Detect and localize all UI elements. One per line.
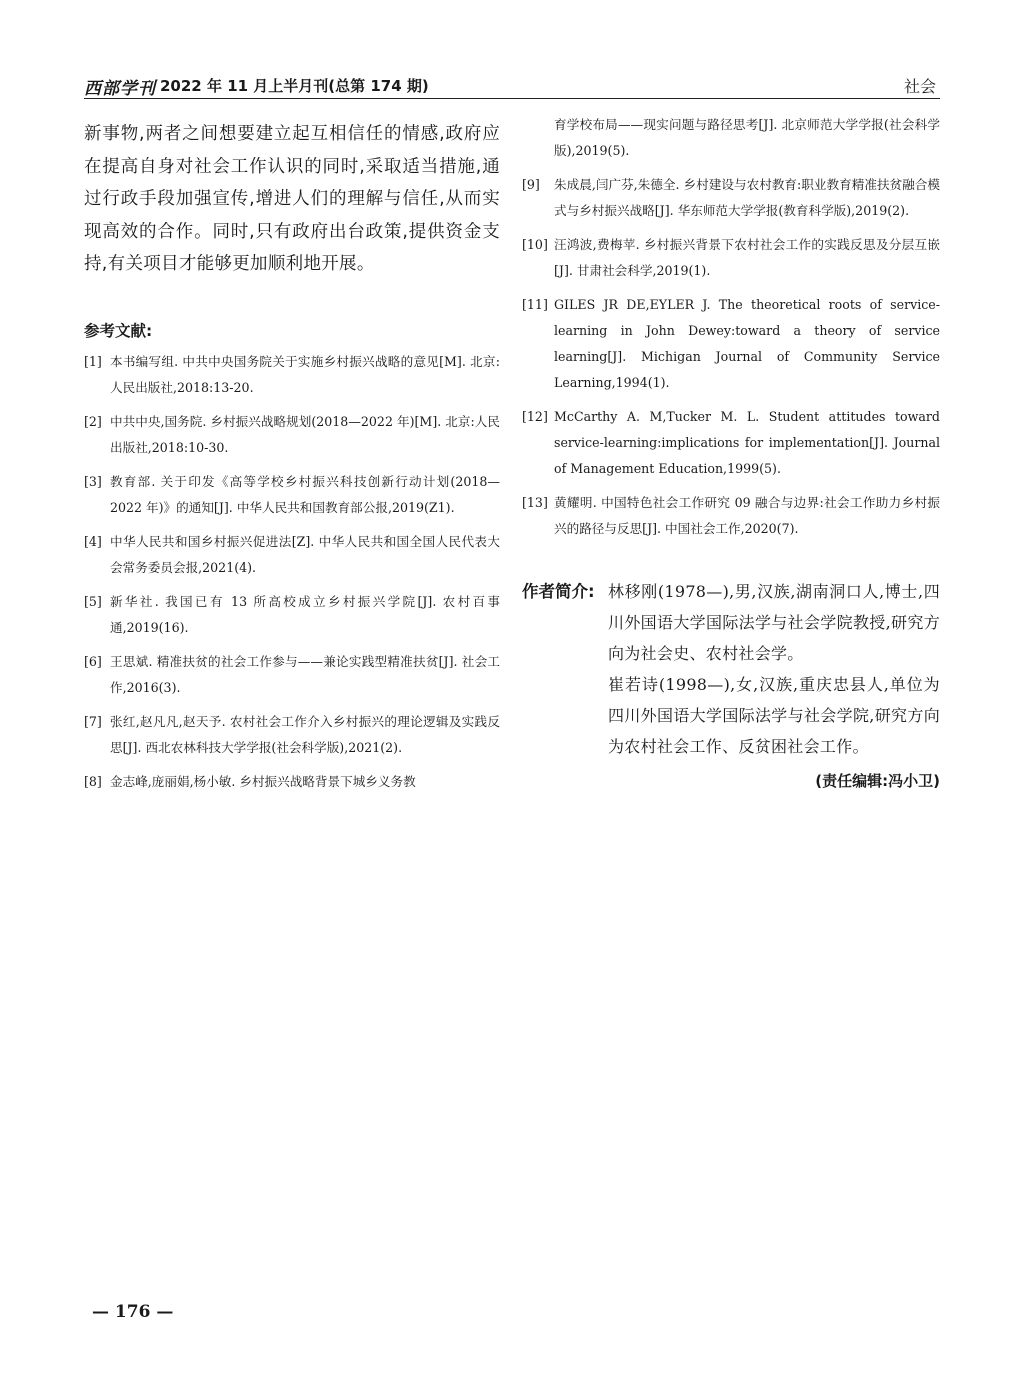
reference-item [84, 589, 500, 641]
reference-text: GILES JR DE,EYLER J. The theoretical roots of service-learning in John Dewey:toward a theory of service learning[J]. Michigan Journal of Community Service Learning,1994(1). [554, 297, 940, 390]
reference-text: 中共中央,国务院. 乡村振兴战略规划(2018—2022 年)[M]. 北京:人民出版社,2018:10-30. [110, 413, 500, 455]
reference-item [84, 769, 500, 795]
reference-text: 金志峰,庞丽娟,杨小敏. 乡村振兴战略背景下城乡义务教 [110, 773, 416, 789]
journal-logo: 西部学刊 [84, 79, 156, 99]
references-list-right [522, 172, 940, 542]
references-title: 参考文献: [84, 321, 153, 340]
reference-text: 中华人民共和国乡村振兴促进法[Z]. 中华人民共和国全国人民代表大会常务委员会报,2021(4). [110, 533, 500, 575]
reference-number: [6] [84, 653, 102, 669]
reference-number: [2] [84, 413, 102, 429]
reference-number: [7] [84, 713, 102, 729]
reference-item [84, 349, 500, 401]
reference-item [84, 529, 500, 581]
reference-text: 教育部. 关于印发《高等学校乡村振兴科技创新行动计划(2018—2022 年)》的通知[J]. 中华人民共和国教育部公报,2019(Z1). [110, 473, 500, 515]
reference-item [522, 172, 940, 224]
reference-number: [3] [84, 473, 102, 489]
reference-text: 黄耀明. 中国特色社会工作研究 09 融合与边界:社会工作助力乡村振兴的路径与反思[J]. 中国社会工作,2020(7). [554, 495, 940, 536]
reference-text: McCarthy A. M,Tucker M. L. Student attitudes toward service-learning:implications for implementation[J]. Journal of Management Education,1999(5). [554, 409, 940, 476]
references-list-left [84, 349, 500, 795]
reference-item [522, 232, 940, 284]
reference-number: [8] [84, 773, 102, 789]
page-number: — 176 — [92, 1302, 174, 1322]
reference-number: [4] [84, 533, 102, 549]
reference-number: [9] [522, 177, 540, 192]
reference-text: 张红,赵凡凡,赵天予. 农村社会工作介入乡村振兴的理论逻辑及实践反思[J]. 西北农林科技大学学报(社会科学版),2021(2). [110, 713, 500, 755]
editor-credit: (责任编辑:冯小卫) [815, 772, 940, 790]
author-info [522, 576, 940, 762]
section-name: 社会 [903, 77, 936, 96]
reference-number: [1] [84, 353, 102, 369]
reference-text: 新华社. 我国已有 13 所高校成立乡村振兴学院[J]. 农村百事通,2019(16). [110, 593, 500, 635]
left-column [84, 118, 500, 803]
reference-item [84, 409, 500, 461]
issue-info: 2022 年 11 月上半月刊(总第 174 期) [160, 77, 429, 95]
page-header [84, 72, 940, 99]
reference-number: [13] [522, 495, 548, 510]
reference-text: 本书编写组. 中共中央国务院关于实施乡村振兴战略的意见[M]. 北京:人民出版社,2018:13-20. [110, 353, 500, 395]
reference-item [84, 709, 500, 761]
reference-item [84, 469, 500, 521]
right-column [522, 118, 940, 791]
reference-number: [12] [522, 409, 548, 424]
author-label: 作者简介: [522, 582, 595, 601]
reference-text: 朱成晨,闫广芬,朱德全. 乡村建设与农村教育:职业教育精准扶贫融合模式与乡村振兴战略[J]. 华东师范大学学报(教育科学版),2019(2). [554, 177, 940, 218]
reference-number: [5] [84, 593, 102, 609]
reference-item [522, 404, 940, 482]
reference-item [522, 490, 940, 542]
body-paragraph: 新事物,两者之间想要建立起互相信任的情感,政府应在提高自身对社会工作认识的同时,采取适当措施,通过行政手段加强宣传,增进人们的理解与信任,从而实现高效的合作。同时,只有政府出台政策,提供资金支持,有关项目才能够更加顺利地开展。 [84, 124, 500, 274]
reference-item [522, 292, 940, 396]
reference-number: [11] [522, 297, 548, 312]
reference-text: 汪鸿波,费梅苹. 乡村振兴背景下农村社会工作的实践反思及分层互嵌[J]. 甘肃社会科学,2019(1). [554, 237, 940, 278]
author-bio-1: 林移刚(1978—),男,汉族,湖南洞口人,博士,四川外国语大学国际法学与社会学院教授,研究方向为社会史、农村社会学。 [608, 582, 940, 663]
reference-text: 王思斌. 精准扶贫的社会工作参与——兼论实践型精准扶贫[J]. 社会工作,2016(3). [110, 653, 500, 695]
reference-number: [10] [522, 237, 548, 252]
reference-item [84, 649, 500, 701]
reference-continuation: 育学校布局——现实问题与路径思考[J]. 北京师范大学学报(社会科学版),2019(5). [554, 117, 940, 158]
author-bio-2: 崔若诗(1998—),女,汉族,重庆忠县人,单位为四川外国语大学国际法学与社会学院,研究方向为农村社会工作、反贫困社会工作。 [608, 675, 940, 756]
